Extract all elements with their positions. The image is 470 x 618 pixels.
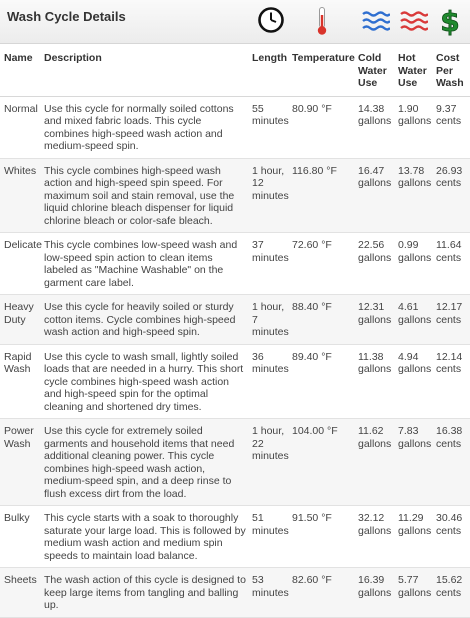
cell-description: This cycle combines low-speed wash and low-speed spin action to clean items labeled as "Machine Washable" on the garment care label.: [40, 233, 248, 295]
cell-name: Power Wash: [0, 419, 40, 506]
table-row: [0, 158, 470, 233]
cell-name: Rapid Wash: [0, 344, 40, 419]
cell-name: Whites: [0, 158, 40, 233]
table-row: [0, 568, 470, 618]
cell-description: Use this cycle for heavily soiled or sturdy cotton items. Cycle combines high-speed wash action and high-speed spin.: [40, 295, 248, 345]
cell-length: 53 minutes: [248, 568, 288, 618]
cell-temperature: 91.50 °F: [288, 506, 354, 568]
cell-cost-per-wash: 9.37 cents: [432, 96, 470, 158]
table-row: [0, 506, 470, 568]
cell-cold-water-use: 11.62 gallons: [354, 419, 394, 506]
cell-temperature: 80.90 °F: [288, 96, 354, 158]
cell-hot-water-use: 13.78 gallons: [394, 158, 432, 233]
hot-water-icon: [400, 10, 428, 32]
cell-length: 1 hour, 12 minutes: [248, 158, 288, 233]
cell-cold-water-use: 32.12 gallons: [354, 506, 394, 568]
cell-cost-per-wash: 12.17 cents: [432, 295, 470, 345]
cell-description: Use this cycle to wash small, lightly soiled loads that are needed in a hurry. This short cycle combines high-speed wash action and high-speed spin for the optimal cleaning and shortened dry times.: [40, 344, 248, 419]
cell-cost-per-wash: 16.38 cents: [432, 419, 470, 506]
cell-hot-water-use: 7.83 gallons: [394, 419, 432, 506]
cell-length: 36 minutes: [248, 344, 288, 419]
cell-length: 1 hour, 22 minutes: [248, 419, 288, 506]
cell-temperature: 104.00 °F: [288, 419, 354, 506]
table-row: [0, 233, 470, 295]
svg-text:$: $: [440, 5, 460, 37]
cell-name: Bulky: [0, 506, 40, 568]
cell-cold-water-use: 16.47 gallons: [354, 158, 394, 233]
clock-icon: [257, 6, 285, 34]
cell-name: Heavy Duty: [0, 295, 40, 345]
cell-cost-per-wash: 30.46 cents: [432, 506, 470, 568]
table-row: [0, 344, 470, 419]
cold-water-icon: [362, 10, 390, 32]
cell-description: The wash action of this cycle is designed to keep large items from tangling and balling up.: [40, 568, 248, 618]
cell-cold-water-use: 12.31 gallons: [354, 295, 394, 345]
cell-cost-per-wash: 15.62 cents: [432, 568, 470, 618]
cell-cost-per-wash: 26.93 cents: [432, 158, 470, 233]
cell-name: Normal: [0, 96, 40, 158]
column-header-hot-water-use: Hot Water Use: [394, 44, 432, 96]
cell-length: 55 minutes: [248, 96, 288, 158]
table-row: [0, 295, 470, 345]
cell-cold-water-use: 16.39 gallons: [354, 568, 394, 618]
column-header-temperature: Temperature: [288, 44, 354, 96]
cell-temperature: 89.40 °F: [288, 344, 354, 419]
thermometer-icon: [315, 6, 329, 36]
page-title: Wash Cycle Details: [7, 9, 126, 24]
cell-hot-water-use: 4.94 gallons: [394, 344, 432, 419]
column-header-cold-water-use: Cold Water Use: [354, 44, 394, 96]
cell-hot-water-use: 5.77 gallons: [394, 568, 432, 618]
cell-cost-per-wash: 11.64 cents: [432, 233, 470, 295]
column-header-name: Name: [0, 44, 40, 96]
dollar-icon: [440, 5, 460, 37]
cell-cost-per-wash: 12.14 cents: [432, 344, 470, 419]
cell-description: Use this cycle for extremely soiled garments and household items that need additional cleaning power. This cycle combines high-speed wash action, medium-speed spin, and a deep rinse to flush excess dirt from the load.: [40, 419, 248, 506]
table-row: [0, 96, 470, 158]
cell-description: This cycle starts with a soak to thoroughly saturate your large load. This is followed by medium wash action and medium spin speeds to maintain load balance.: [40, 506, 248, 568]
cell-hot-water-use: 1.90 gallons: [394, 96, 432, 158]
cell-hot-water-use: 11.29 gallons: [394, 506, 432, 568]
cell-cold-water-use: 14.38 gallons: [354, 96, 394, 158]
cell-length: 37 minutes: [248, 233, 288, 295]
cell-temperature: 82.60 °F: [288, 568, 354, 618]
cell-temperature: 72.60 °F: [288, 233, 354, 295]
cell-hot-water-use: 4.61 gallons: [394, 295, 432, 345]
cell-length: 1 hour, 7 minutes: [248, 295, 288, 345]
column-header-length: Length: [248, 44, 288, 96]
cell-cold-water-use: 22.56 gallons: [354, 233, 394, 295]
table-row: [0, 419, 470, 506]
table-header-row: [0, 44, 470, 96]
cell-temperature: 88.40 °F: [288, 295, 354, 345]
cell-name: Sheets: [0, 568, 40, 618]
cell-description: This cycle combines high-speed wash action and high-speed spin speed. For maximum soil and stain removal, use the liquid chlorine bleach dispenser for liquid chlorine bleach or color-safe bleach.: [40, 158, 248, 233]
cell-length: 51 minutes: [248, 506, 288, 568]
column-header-description: Description: [40, 44, 248, 96]
panel-header: [0, 0, 470, 44]
cell-description: Use this cycle for normally soiled cottons and mixed fabric loads. This cycle combines high-speed wash action and medium-speed spin.: [40, 96, 248, 158]
cell-cold-water-use: 11.38 gallons: [354, 344, 394, 419]
wash-cycle-table: [0, 44, 470, 618]
cell-hot-water-use: 0.99 gallons: [394, 233, 432, 295]
column-header-cost-per-wash: Cost Per Wash: [432, 44, 470, 96]
cell-name: Delicate: [0, 233, 40, 295]
cell-temperature: 116.80 °F: [288, 158, 354, 233]
table-body: [0, 96, 470, 617]
